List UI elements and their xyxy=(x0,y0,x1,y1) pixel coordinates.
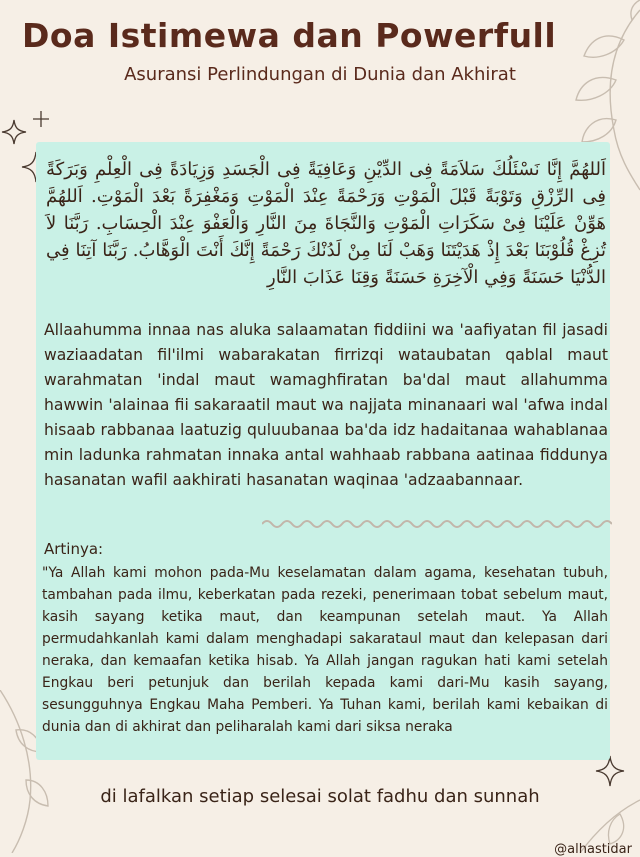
page-subtitle: Asuransi Perlindungan di Dunia dan Akhirat xyxy=(124,64,516,85)
page-title: Doa Istimewa dan Powerfull xyxy=(22,16,557,55)
wavy-divider-icon xyxy=(262,518,612,530)
author-handle: @alhastidar xyxy=(554,842,632,857)
plus-star-icon xyxy=(32,110,50,128)
arabic-prayer-text: اَللهُمَّ إِنَّا نَسْئَلُكَ سَلاَمَةً فِى الدِّيْنِ وَعَافِيَةً فِى الْجَسَدِ وَزِيَادَةً فِى الْعِلْمِ وَبَرَكَةً فِى الرِّزْقِ وَتَوْبَةً قَبْلَ الْمَوْتِ وَرَحْمَةً عِنْدَ الْمَوْتِ وَمَغْفِرَةً بَعْدَ الْمَوْتِ. اَللهُمَّ هَوِّنْ عَلَيْنَا فِىْ سَكَرَاتِ الْمَوْتِ وَالنَّجَاةَ مِنَ النَّارِ وَالْعَفْوَ عِنْدَ الْحِسَابِ. رَبَّنَا لاَ تُزِغْ قُلُوْبَنَا بَعْدَ إِذْ هَدَيْتَنَا وَهَبْ لَنَا مِنْ لَدُنْكَ رَحْمَةً إِنَّكَ أَنْتَ الْوَهَّابُ. رَبَّنَا آتِنَا فِي الدُّنْيَا حَسَنَةً وَفِي الْآخِرَةِ حَسَنَةً وَقِنَا عَذَابَ النَّارِ xyxy=(46,159,606,288)
translation-text: "Ya Allah kami mohon pada-Mu keselamatan dalam agama, kesehatan tubuh, tambahan pada ilmu, keberkatan pada rezeki, penerimaan tobat sebelum maut, kasih sayang ketika maut, dan keampunan setelah maut. Ya Allah permudahkanlah kami dalam menghadapi sakarataul maut dan kelepasan dari neraka, dan kemaafan ketika hisab. Ya Allah jangan ragukan hati kami setelah Engkau beri petunjuk dan berilah kepada kami dari-Mu kasih sayang, sesungguhnya Engkau Maha Pemberi. Ya Tuhan kami, berilah kami kebaikan di dunia dan di akhirat dan peliharalah kami dari siksa neraka xyxy=(42,565,608,735)
usage-note: di lafalkan setiap selesai solat fadhu dan sunnah xyxy=(100,786,540,807)
translation-label: Artinya: xyxy=(44,540,104,558)
latin-transliteration-text: Allaahumma innaa nas aluka salaamatan fiddiini wa 'aafiyatan fil jasadi waziaadatan fil'ilmi wabarakatan firrizqi wataubatan qablal maut warahmatan 'indal maut wamaghfiratan ba'dal maut allahumma hawwin 'alainaa fii sakaraatil maut wa najjata minanaari wal 'afwa indal hisaab rabbanaa laatuzig quluubanaa ba'da idz hadaitanaa wahablanaa min ladunka rahmatan innaka antal wahhaab rabbana aatinaa fiddunya hasanatan wafil aakhirati hasanatan waqinaa 'adzaabannaar. xyxy=(44,321,608,489)
